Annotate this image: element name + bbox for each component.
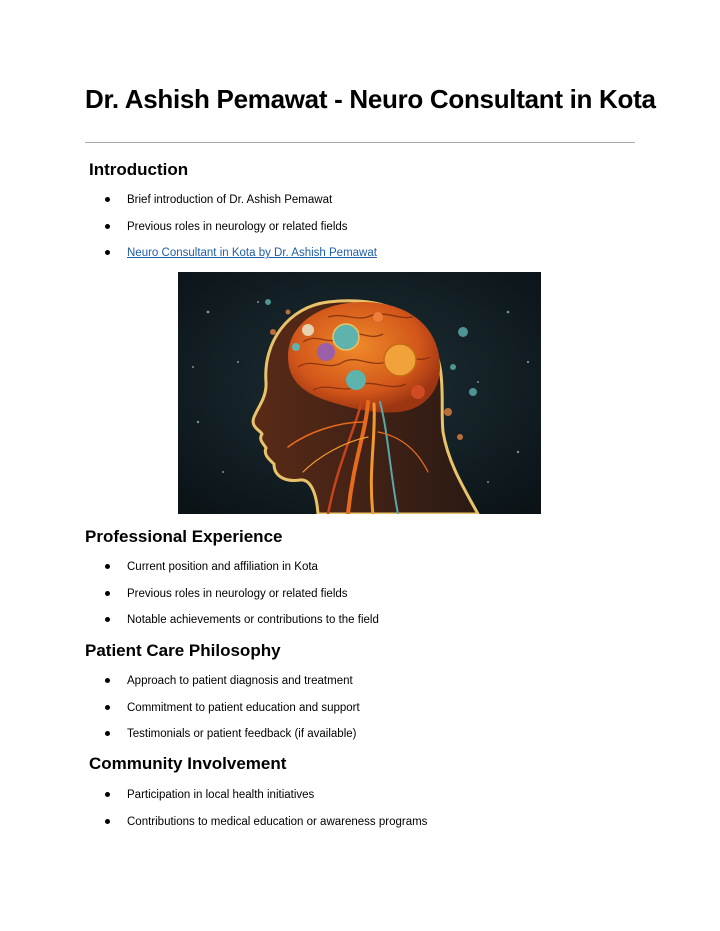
community-list [105,788,427,841]
page-title: Dr. Ashish Pemawat - Neuro Consultant in Kota [85,84,656,114]
brain-illustration [178,272,541,514]
list-item-text: Participation in local health initiatives [127,789,315,801]
bullet-icon [105,678,110,683]
list-item [105,815,427,842]
list-item [105,727,360,754]
list-item [105,193,377,220]
list-item-text: Previous roles in neurology or related fields [127,220,348,233]
bullet-icon [105,564,110,569]
patient-care-list [105,674,360,754]
list-item-text: Previous roles in neurology or related fields [127,587,348,600]
section-heading-introduction: Introduction [89,160,189,179]
list-item [105,246,377,273]
bullet-icon [105,792,110,797]
list-item [105,220,377,247]
professional-experience-list [105,560,379,640]
list-item [105,674,360,701]
title-divider [85,142,635,143]
list-item [105,788,427,815]
bullet-icon [105,819,110,824]
list-item-text: Notable achievements or contributions to the field [127,614,379,627]
section-heading-patient-care: Patient Care Philosophy [85,641,281,660]
bullet-icon [105,617,110,622]
bullet-icon [105,224,110,229]
list-item-text: Current position and affiliation in Kota [127,561,318,573]
list-item-text: Testimonials or patient feedback (if available) [127,728,357,741]
list-item-text: Approach to patient diagnosis and treatment [127,675,353,687]
list-item-text: Commitment to patient education and support [127,701,360,714]
list-item [105,613,379,640]
list-item [105,587,379,614]
section-heading-community: Community Involvement [89,754,287,773]
introduction-list [105,193,377,273]
neuro-consultant-link[interactable]: Neuro Consultant in Kota by Dr. Ashish Pemawat [127,247,377,260]
section-heading-professional-experience: Professional Experience [85,527,283,546]
bullet-icon [105,250,110,255]
bullet-icon [105,591,110,596]
bullet-icon [105,197,110,202]
brain-illustration-art [178,272,541,514]
list-item [105,701,360,728]
bullet-icon [105,731,110,736]
list-item [105,560,379,587]
list-item-text: Brief introduction of Dr. Ashish Pemawat [127,194,333,206]
list-item-text: Contributions to medical education or awareness programs [127,815,428,828]
bullet-icon [105,705,110,710]
